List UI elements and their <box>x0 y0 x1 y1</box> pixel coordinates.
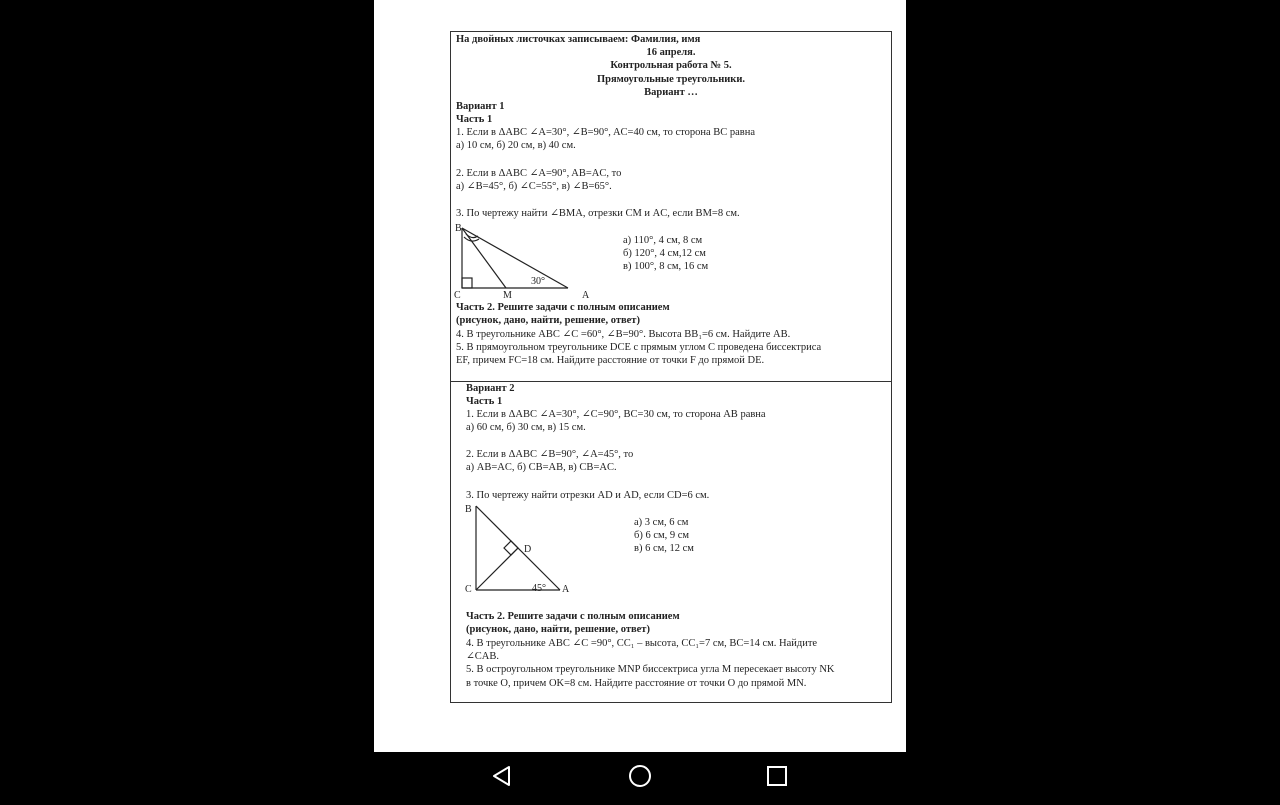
v1-q5-line1: 5. В прямоугольном треугольнике DCE с прямым углом C проведена биссектриса <box>456 342 822 353</box>
v1-q1-options: а) 10 см, б) 20 см, в) 40 см. <box>456 140 576 151</box>
v2-title: Вариант 2 <box>466 383 515 394</box>
v2-angle-label: 45° <box>532 583 546 594</box>
v1-q3-option-a: а) 110°, 4 см, 8 см <box>623 235 703 246</box>
header-variant-placeholder: Вариант … <box>644 87 698 98</box>
v1-segment-bm <box>462 228 506 288</box>
header-topic: Прямоугольные треугольники. <box>596 74 746 85</box>
v2-right-angle-mark <box>504 541 518 555</box>
v2-q2-options: а) AB=AC, б) CB=AB, в) CB=AC. <box>466 462 617 473</box>
recents-icon <box>753 752 801 800</box>
v2-q4-line2: ∠CAB. <box>466 651 500 662</box>
header-date: 16 апреля. <box>646 47 696 58</box>
v1-side-ba <box>462 228 568 288</box>
v2-label-b: B <box>465 504 472 515</box>
v2-part2-sub: (рисунок, дано, найти, решение, ответ) <box>466 624 650 635</box>
v1-label-m: M <box>503 290 512 301</box>
v1-label-a: A <box>582 290 590 301</box>
v2-q5-line1: 5. В остроугольном треугольнике MNP биссектриса угла M пересекает высоту NK <box>466 664 835 675</box>
v1-q3-option-b: б) 120°, 4 см,12 см <box>623 248 706 259</box>
v1-angle-label: 30° <box>531 276 545 287</box>
v2-q2: 2. Если в ΔABC ∠B=90°, ∠A=45°, то <box>466 449 634 460</box>
v2-label-d: D <box>524 544 532 555</box>
v1-q3-option-c: в) 100°, 8 см, 16 см <box>623 261 709 272</box>
v2-q1: 1. Если в ΔABC ∠A=30°, ∠C=90°, BC=30 см, то сторона AB равна <box>466 409 766 420</box>
v1-label-c: C <box>454 290 461 301</box>
v1-q5-line2: EF, причем FC=18 см. Найдите расстояние от точки F до прямой DE. <box>456 355 765 366</box>
v1-q1: 1. Если в ΔABC ∠A=30°, ∠B=90°, AC=40 см, то сторона BC равна <box>456 127 756 138</box>
header-instruction: На двойных листочках записываем: Фамилия, имя <box>456 34 701 45</box>
v2-q1-options: а) 60 см, б) 30 см, в) 15 см. <box>466 422 586 433</box>
v2-part2: Часть 2. Решите задачи с полным описанием <box>466 611 680 622</box>
v1-label-b: B <box>455 223 462 234</box>
back-icon <box>478 752 526 800</box>
v2-q4-line1: 4. В треугольнике ABC ∠C =90°, CC₁ – высота, CC₁=7 см, BC=14 см. Найдите <box>466 638 818 649</box>
recents-button[interactable] <box>753 752 801 800</box>
v1-triangle-figure <box>450 222 610 302</box>
v1-q2-options: а) ∠B=45°, б) ∠C=55°, в) ∠B=65°. <box>456 181 612 192</box>
home-button[interactable] <box>616 752 664 800</box>
navigation-bar <box>0 752 1280 800</box>
v2-label-a: A <box>562 584 570 595</box>
v2-q3-option-a: а) 3 см, 6 см <box>634 517 689 528</box>
v1-title: Вариант 1 <box>456 101 505 112</box>
v2-q5-line2: в точке O, причем OK=8 см. Найдите расстояние от точки O до прямой MN. <box>466 678 807 689</box>
v1-part1: Часть 1 <box>456 114 493 125</box>
header-title: Контрольная работа № 5. <box>610 60 732 71</box>
v2-q3: 3. По чертежу найти отрезки AD и AD, если CD=6 см. <box>466 490 710 501</box>
v1-right-angle-mark <box>462 278 472 288</box>
home-icon <box>616 752 664 800</box>
v1-q3: 3. По чертежу найти ∠BMA, отрезки CM и AC, если BM=8 см. <box>456 208 740 219</box>
v2-q3-option-b: б) 6 см, 9 см <box>634 530 690 541</box>
v2-triangle-figure <box>460 502 590 598</box>
v2-part1: Часть 1 <box>466 396 503 407</box>
v1-part2-sub: (рисунок, дано, найти, решение, ответ) <box>456 315 640 326</box>
v1-part2: Часть 2. Решите задачи с полным описанием <box>456 302 670 313</box>
v2-label-c: C <box>465 584 472 595</box>
v1-q4: 4. В треугольнике ABC ∠C =60°, ∠B=90°. Высота BB₁=6 см. Найдите AB. <box>456 329 791 340</box>
back-button[interactable] <box>478 752 526 800</box>
v2-q3-option-c: в) 6 см, 12 см <box>634 543 694 554</box>
v1-q2: 2. Если в ΔABC ∠A=90°, AB=AC, то <box>456 168 622 179</box>
